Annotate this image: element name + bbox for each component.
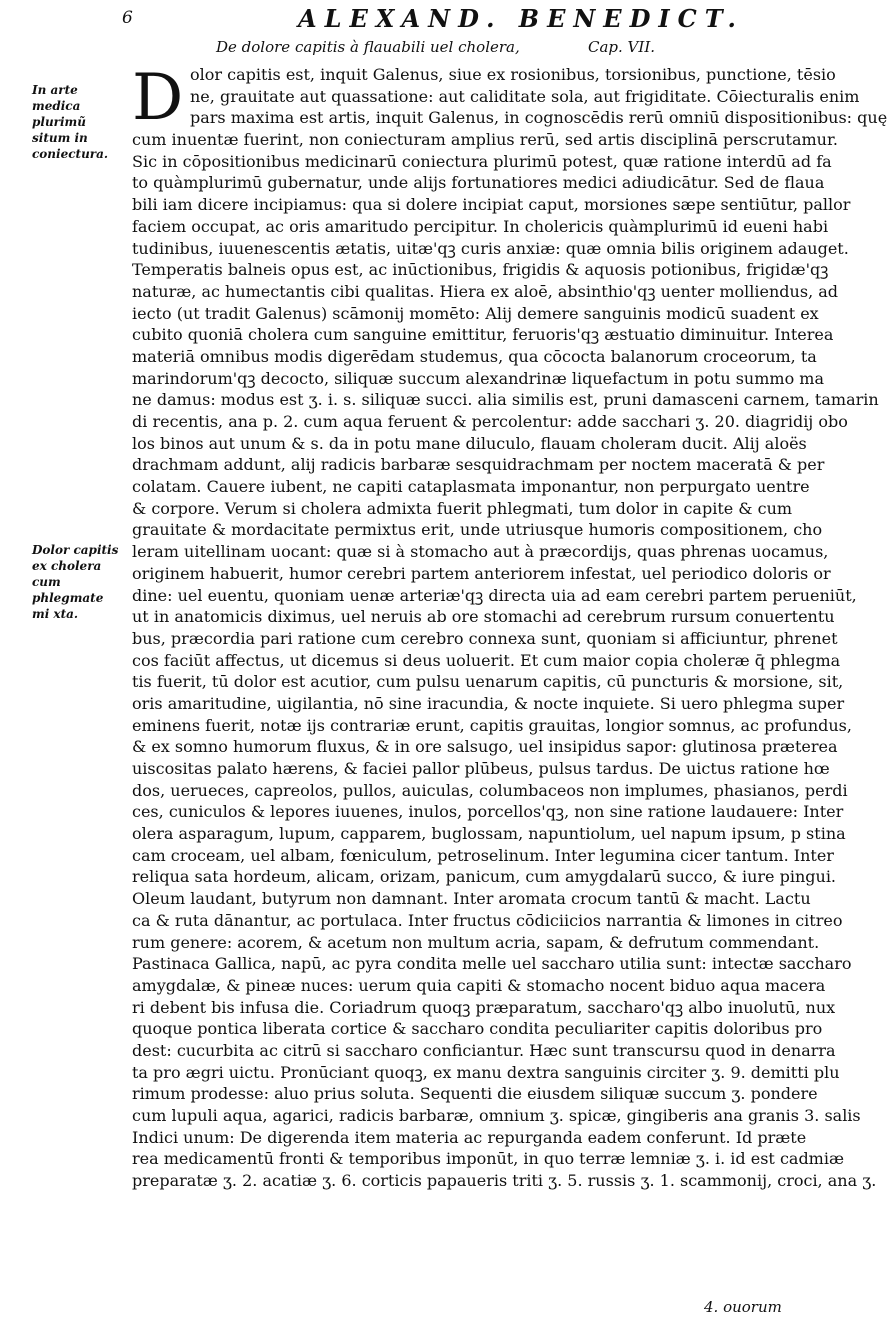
text-line: originem habuerit, humor cerebri partem anteriorem infestat, uel periodico doloris or — [132, 563, 831, 583]
text-line: grauitate & mordacitate permixtus erit, unde utriusque humoris compositionem, cho — [132, 520, 823, 540]
text-line: tis fuerit, tū dolor est acutior, cum pulsu uenarum capitis, cū puncturis & morsione, sit, — [132, 672, 844, 692]
text-line: los binos aut unum & s. da in potu mane diluculo, flauam choleram ducit. Alij aloës — [132, 433, 807, 453]
text-line: colatam. Cauere iubent, ne capiti cataplasmata imponantur, non perpurgato uentre — [132, 477, 810, 497]
text-line: Pastinaca Gallica, napū, ac pyra condita melle uel saccharo utilia sunt: intectæ saccharo — [132, 954, 852, 974]
text-line: eminens fuerit, notæ ijs contrariæ erunt, capitis grauitas, longior somnus, ac profundus, — [132, 715, 852, 735]
text-line: & corpore. Verum si cholera admixta fuerit phlegmati, tum dolor in capite & cum — [132, 498, 793, 518]
body-text — [132, 61, 887, 1192]
text-line: marindorum'qꝫ decocto, siliquæ succum alexandrinæ liquefactum in potu summo ma — [132, 368, 825, 388]
text-line: pars maxima est artis, inquit Galenus, in cognoscēdis rerū omniū dispositionibus: quę — [190, 108, 887, 128]
text-line: bus, præcordia pari ratione cum cerebro connexa sunt, quoniam si afficiuntur, phrenet — [132, 628, 838, 648]
text-line: rum genere: acorem, & acetum non multum acria, sapam, & defrutum commendant. — [132, 932, 820, 952]
text-line: ta pro ægri uictu. Pronūciant quoqꝫ, ex manu dextra sanguinis circiter ʒ. 9. demitti plu — [132, 1062, 840, 1082]
chapter-number: Cap. VII. — [588, 38, 656, 56]
text-line: di recentis, ana p. 2. cum aqua feruent & percolentur: adde sacchari ʒ. 20. diagridij obo — [132, 412, 848, 431]
catchword: 4. ouorum — [704, 1298, 782, 1316]
text-line: leram uitellinam uocant: quæ si à stomacho aut à præcordijs, quas phrenas uocamus, — [132, 542, 829, 562]
margin-note-conjecture: In arte medica plurimũ situm in coniectura. — [32, 83, 109, 161]
text-line: & ex somno humorum fluxus, & in ore salsugo, uel insipidus sapor: glutinosa præterea — [132, 737, 838, 757]
text-line: reliqua sata hordeum, alicam, orizam, panicum, cum amygdalarū succo, & iure pingui. — [132, 867, 837, 887]
text-line: ri debent bis infusa die. Coriadrum quoqꝫ præparatum, saccharo'qꝫ albo inuolutū, nux — [132, 997, 836, 1017]
chapter-title: De dolore capitis à flauabili uel cholera, — [216, 38, 520, 56]
text-line: ne, grauitate aut quassatione: aut caliditate sola, aut frigiditate. Cōiecturalis enim — [190, 86, 860, 106]
text-line: faciem occupat, ac oris amaritudo percipitur. In cholericis quàmplurimū id eueni habi — [132, 216, 829, 236]
page-number: 6 — [122, 8, 133, 28]
text-line: amygdalæ, & pineæ nuces: uerum quia capiti & stomacho nocent biduo aqua macera — [132, 975, 826, 995]
text-line: rea medicamentū fronti & temporibus imponūt, in quo terræ lemniæ ʒ. i. id est cadmiæ — [132, 1149, 845, 1169]
text-line: drachmam addunt, alij radicis barbaræ sesquidrachmam per noctem maceratā & per — [132, 455, 825, 475]
text-line: olera asparagum, lupum, capparem, buglossam, napuntiolum, uel napum ipsum, p stina — [132, 824, 846, 844]
drop-cap: D — [132, 61, 184, 135]
text-line: tudinibus, iuuenescentis ætatis, uitæ'qꝫ curis anxiæ: quæ omnia bilis originem adauget. — [132, 238, 849, 258]
text-line: cum inuentæ fuerint, non coniecturam amplius rerū, sed artis disciplinā perscrutamur. — [132, 130, 838, 150]
margin-note-cholera-phlegm: Dolor capitis ex cholera cum phlegmate mi xta. — [32, 543, 119, 621]
text-line: Oleum laudant, butyrum non damnant. Inter aromata crocum tantū & macht. Lactu — [132, 889, 811, 909]
text-line: ne damus: modus est ʒ. i. s. siliquæ succi. alia similis est, pruni damasceni carnem, tamarin — [132, 390, 879, 410]
text-line: dos, uerueces, capreolos, pullos, auiculas, columbaceos non implumes, phasianos, perdi — [132, 780, 848, 800]
text-line: ca & ruta dānantur, ac portulaca. Inter fructus cōdiciicios narrantia & limones in citreo — [132, 910, 843, 930]
text-line: rimum prodesse: aluo prius soluta. Sequenti die eiusdem siliquæ succum ʒ. pondere — [132, 1084, 818, 1104]
text-line: naturæ, ac humectantis cibi qualitas. Hiera ex aloē, absinthio'qꝫ uenter molliendus, ad — [132, 281, 839, 301]
text-line: cubito quoniā cholera cum sanguine emittitur, feruoris'qꝫ æstuatio diminuitur. Interea — [132, 325, 834, 345]
text-line: to quàmplurimū gubernatur, unde alijs fortunatiores medici adiudicātur. Sed de flaua — [132, 173, 825, 193]
text-line: materiā omnibus modis digerēdam studemus, qua cōcocta balanorum croceorum, ta — [132, 346, 817, 366]
text-line: Indici unum: De digerenda item materia ac repurganda eadem conferunt. Id præte — [132, 1127, 807, 1147]
text-line: dest: cucurbita ac citrū si saccharo conficiantur. Hæc sunt transcursu quod in denarra — [132, 1040, 836, 1060]
text-line: dine: uel euentu, quoniam uenæ arteriæ'qꝫ directa uia ad eam cerebri partem perueniūt, — [132, 585, 857, 605]
text-line: cos faciūt affectus, ut dicemus si deus uoluerit. Et cum maior copia choleræ q̄ phlegma — [132, 650, 841, 670]
text-line: Sic in cōpositionibus medicinarū coniectura plurimū potest, quæ ratione interdū ad fa — [132, 151, 832, 171]
text-line: ut in anatomicis diximus, uel neruis ab ore stomachi ad cerebrum rursum conuertentu — [132, 607, 835, 627]
text-line: Temperatis balneis opus est, ac inūctionibus, frigidis & aquosis potionibus, frigidæ'qꝫ — [132, 260, 829, 280]
text-line: preparatæ ʒ. 2. acatiæ ʒ. 6. corticis papaueris triti ʒ. 5. russis ʒ. 1. scammonij, croci, ana ʒ. — [132, 1171, 877, 1191]
text-line: cam croceam, uel albam, fœniculum, petroselinum. Inter legumina cicer tantum. Inter — [132, 845, 834, 865]
text-line: ces, cuniculos & lepores iuuenes, inulos, porcellos'qꝫ, non sine ratione laudauere: Inter — [132, 802, 844, 822]
running-head: ALEXAND. BENEDICT. — [298, 4, 744, 33]
text-line: oris amaritudine, uigilantia, nō sine iracundia, & nocte inquiete. Si uero phlegma super — [132, 693, 845, 713]
text-line: quoque pontica liberata cortice & saccharo condita peculiariter capitis doloribus pro — [132, 1019, 823, 1039]
text-line: cum lupuli aqua, agarici, radicis barbaræ, omnium ʒ. spicæ, gingiberis ana granis 3. salis — [132, 1106, 861, 1125]
text-line: iecto (ut tradit Galenus) scāmonij momēto: Alij demere sanguinis modicū suadent ex — [132, 303, 819, 323]
text-line: bili iam dicere incipiamus: qua si dolere incipiat caput, morsiones sæpe sentiūtur, pallor — [132, 195, 851, 215]
text-line: olor capitis est, inquit Galenus, siue ex rosionibus, torsionibus, punctione, tēsio — [190, 65, 836, 84]
text-line: uiscositas palato hærens, & faciei pallor plūbeus, pulsus tardus. De uictus ratione hœ — [132, 759, 830, 778]
